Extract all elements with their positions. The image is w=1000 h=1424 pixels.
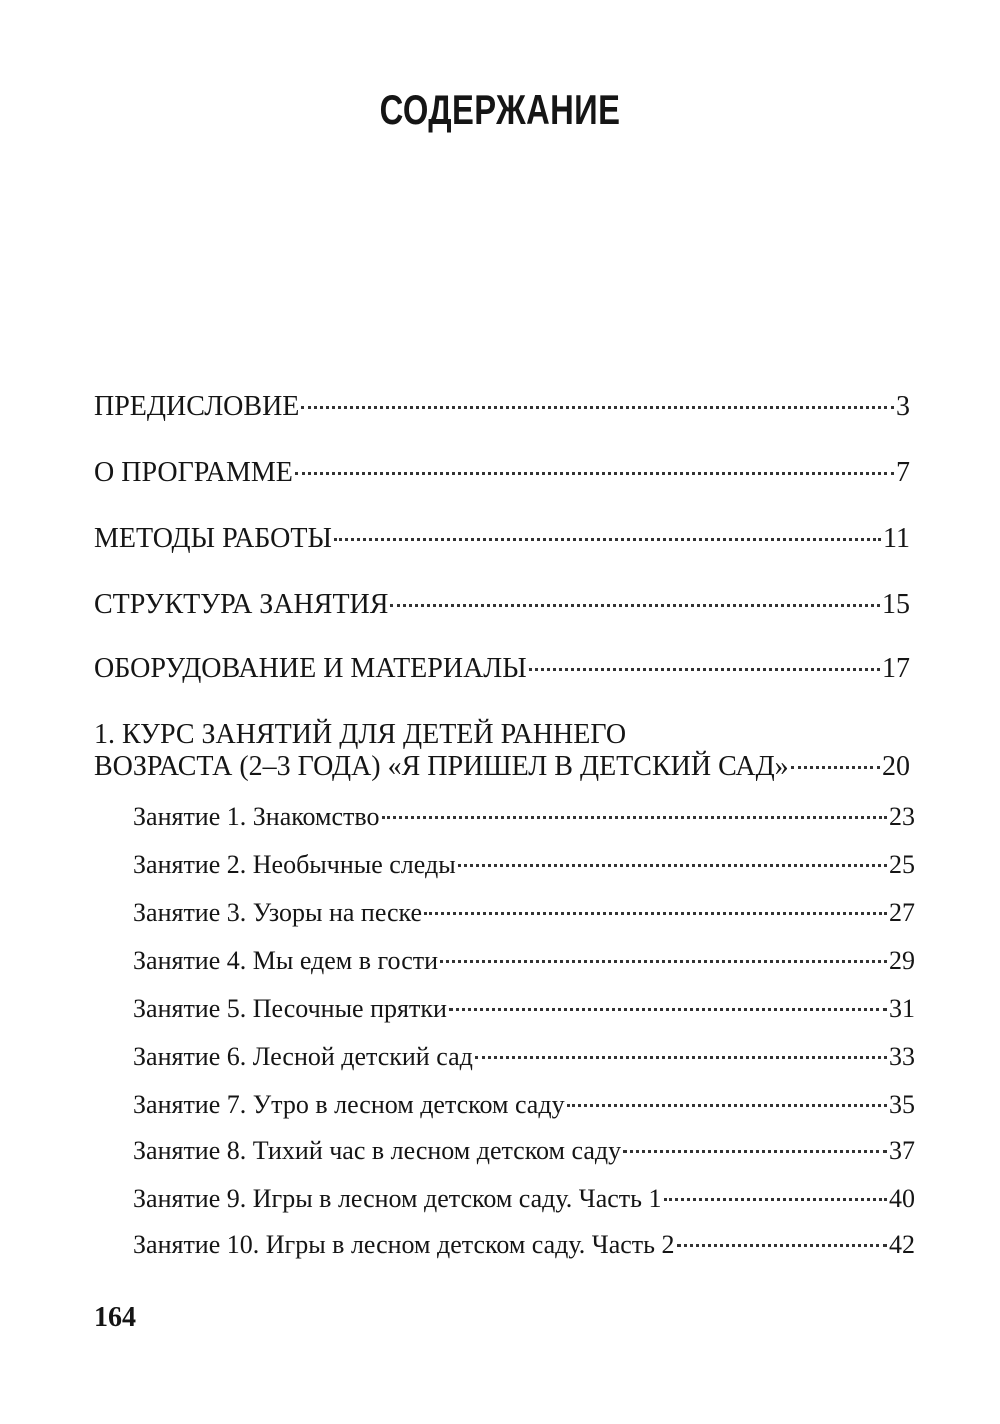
toc-entry-equipment[interactable]	[94, 652, 910, 686]
toc-entry-page: 29	[889, 946, 915, 975]
toc-entry-label: Занятие 1. Знакомство	[133, 802, 380, 831]
toc-entry-page: 37	[889, 1136, 915, 1165]
dot-leader	[334, 538, 881, 541]
dot-leader	[677, 1244, 888, 1247]
toc-entry-page: 35	[889, 1090, 915, 1119]
toc-entry-label: СТРУКТУРА ЗАНЯТИЯ	[94, 589, 389, 620]
dot-leader	[382, 816, 887, 819]
dot-leader	[301, 406, 894, 409]
toc-entry-label: МЕТОДЫ РАБОТЫ	[94, 523, 332, 554]
toc-entry-methods[interactable]	[94, 522, 910, 556]
dot-leader	[440, 960, 887, 963]
toc-entry-page: 27	[889, 898, 915, 927]
toc-entry-label: ОБОРУДОВАНИЕ И МАТЕРИАЛЫ	[94, 653, 527, 684]
toc-entry-page: 3	[896, 391, 910, 422]
toc-course-heading-line1[interactable]: 1. КУРС ЗАНЯТИЙ ДЛЯ ДЕТЕЙ РАННЕГО	[94, 719, 627, 750]
toc-entry-page: 17	[882, 653, 910, 684]
toc-entry-page: 11	[883, 523, 910, 554]
dot-leader	[664, 1198, 888, 1201]
dot-leader	[475, 1056, 887, 1059]
toc-entry-label: Занятие 9. Игры в лесном детском саду. Часть 1	[133, 1184, 662, 1213]
toc-entry-lesson-2[interactable]	[133, 848, 915, 882]
dot-leader	[449, 1008, 887, 1011]
toc-entry-label: Занятие 10. Игры в лесном детском саду. Часть 2	[133, 1230, 675, 1259]
toc-entry-page: 20	[882, 751, 910, 782]
dot-leader	[791, 766, 880, 769]
toc-entry-lesson-3[interactable]	[133, 896, 915, 930]
toc-entry-preface[interactable]	[94, 390, 910, 424]
toc-entry-about-program[interactable]	[94, 456, 910, 490]
toc-entry-page: 15	[882, 589, 910, 620]
toc-entry-page: 7	[896, 457, 910, 488]
toc-entry-lesson-8[interactable]	[133, 1134, 915, 1168]
dot-leader	[458, 864, 887, 867]
toc-entry-page: 23	[889, 802, 915, 831]
dot-leader	[567, 1104, 887, 1107]
toc-entry-course[interactable]	[94, 750, 910, 784]
toc-entry-label: Занятие 2. Необычные следы	[133, 850, 456, 879]
toc-entry-label: Занятие 5. Песочные прятки	[133, 994, 447, 1023]
toc-entry-label: Занятие 8. Тихий час в лесном детском саду	[133, 1136, 622, 1165]
toc-entry-lesson-7[interactable]	[133, 1088, 915, 1122]
dot-leader	[529, 668, 880, 671]
toc-entry-label: О ПРОГРАММЕ	[94, 457, 293, 488]
toc-entry-page: 33	[889, 1042, 915, 1071]
toc-entry-page: 40	[889, 1184, 915, 1213]
page-title: СОДЕРЖАНИЕ	[379, 86, 621, 133]
toc-entry-page: 31	[889, 994, 915, 1023]
toc-entry-lesson-5[interactable]	[133, 992, 915, 1026]
toc-entry-page: 25	[889, 850, 915, 879]
toc-entry-page: 42	[889, 1230, 915, 1259]
toc-entry-structure[interactable]	[94, 588, 910, 622]
toc-entry-lesson-9[interactable]	[133, 1182, 915, 1216]
toc-entry-label: ВОЗРАСТА (2–3 ГОДА) «Я ПРИШЕЛ В ДЕТСКИЙ САД»	[94, 751, 789, 782]
toc-entry-label: Занятие 6. Лесной детский сад	[133, 1042, 473, 1071]
dot-leader	[295, 472, 894, 475]
toc-entry-label: Занятие 4. Мы едем в гости	[133, 946, 439, 975]
toc-entry-label: Занятие 3. Узоры на песке	[133, 898, 423, 927]
dot-leader	[623, 1150, 887, 1153]
page-number: 164	[94, 1302, 136, 1333]
toc-entry-lesson-10[interactable]	[133, 1228, 915, 1262]
toc-entry-lesson-6[interactable]	[133, 1040, 915, 1074]
toc-entry-lesson-1[interactable]	[133, 800, 915, 834]
dot-leader	[424, 912, 887, 915]
dot-leader	[390, 604, 880, 607]
toc-entry-lesson-4[interactable]	[133, 944, 915, 978]
toc-entry-label: Занятие 7. Утро в лесном детском саду	[133, 1090, 565, 1119]
toc-entry-label: ПРЕДИСЛОВИЕ	[94, 391, 300, 422]
